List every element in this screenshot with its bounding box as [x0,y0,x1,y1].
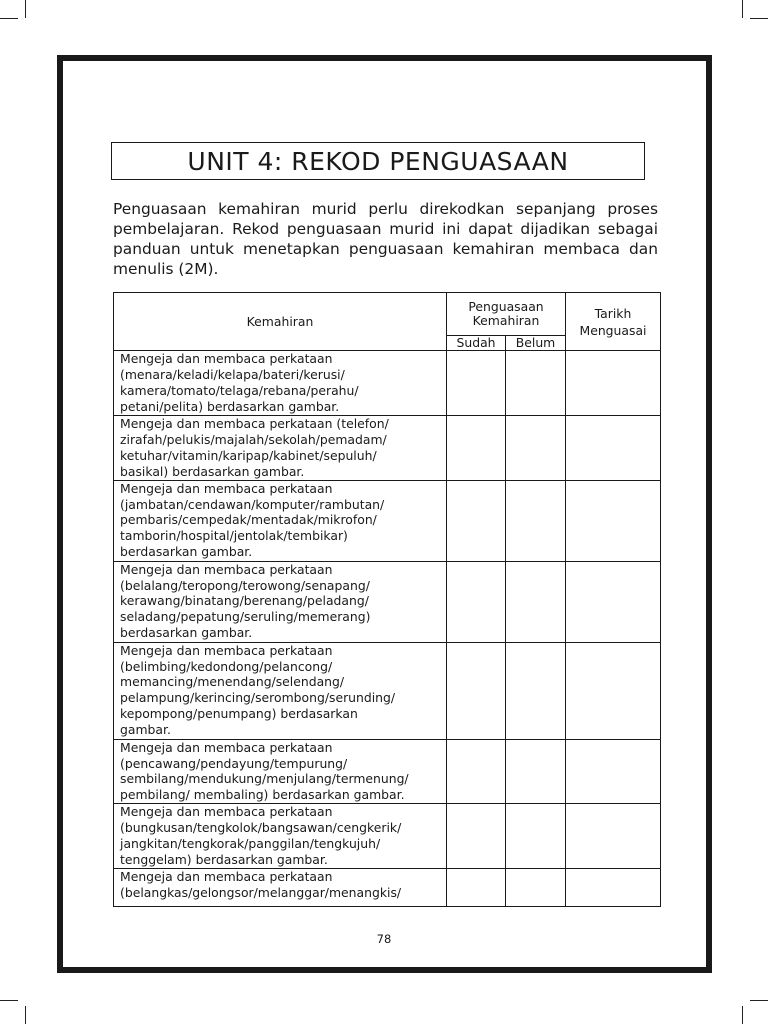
skill-line: kerawang/binatang/berenang/peladang/ [120,593,369,609]
skill-line: kamera/tomato/telaga/rebana/perahu/ [120,382,359,398]
sudah-cell[interactable] [447,351,506,416]
crop-mark [750,1000,768,1001]
tarikh-cell[interactable] [566,561,661,642]
tarikh-cell[interactable] [566,804,661,869]
belum-cell[interactable] [506,804,566,869]
skill-line: (belalang/teropong/terowong/senapang/ [120,577,370,593]
sudah-cell[interactable] [447,416,506,481]
belum-cell[interactable] [506,416,566,481]
skill-line: Mengeja dan membaca perkataan [120,561,333,577]
sudah-cell[interactable] [447,869,506,907]
skill-line: pembilang/ membaling) berdasarkan gambar. [120,787,405,803]
crop-mark [25,0,26,18]
skill-line: zirafah/pelukis/majalah/sekolah/pemadam/ [120,431,387,447]
skill-line: jangkitan/tengkorak/panggilan/tengkujuh/ [120,836,381,852]
belum-cell[interactable] [506,351,566,416]
skill-cell [114,739,447,804]
skill-line: pelampung/kerincing/serombong/serunding/ [120,690,396,706]
skill-line: Mengeja dan membaca perkataan (telefon/ [120,416,389,431]
header-belum: Belum [506,336,566,351]
sudah-cell[interactable] [447,642,506,739]
skill-line: (pencawang/pendayung/tempurung/ [120,755,348,771]
skill-line: berdasarkan gambar. [120,544,253,560]
skill-line: Mengeja dan membaca perkataan [120,804,333,820]
skill-line: ketuhar/vitamin/karipap/kabinet/sepuluh/ [120,447,377,463]
skill-cell [114,804,447,869]
skill-line: basikal) berdasarkan gambar. [120,463,305,479]
skill-cell [114,869,447,907]
skill-cell [114,480,447,561]
belum-cell[interactable] [506,480,566,561]
intro-paragraph: Penguasaan kemahiran murid perlu direkodkan sepanjang proses pembelajaran. Rekod penguasaan murid ini dapat dijadikan sebagai panduan untuk menetapkan penguasaan kemahiran membaca dan menulis (2M). [113,200,658,278]
header-penguasaan-line2: Kemahiran [472,313,540,328]
skill-cell [114,561,447,642]
table-row [114,351,661,416]
mastery-record-table [113,292,661,907]
table-row [114,869,661,907]
skill-line: Mengeja dan membaca perkataan [120,869,333,885]
crop-mark [0,1000,18,1001]
skill-line: berdasarkan gambar. [120,625,253,641]
header-tarikh-line1: Tarikh [594,305,632,321]
skill-line: sembilang/mendukung/menjulang/termenung/ [120,771,409,787]
page-title: UNIT 4: REKOD PENGUASAAN [187,146,569,176]
crop-mark [25,1006,26,1024]
table-row [114,804,661,869]
skill-line: petani/pelita) berdasarkan gambar. [120,398,340,414]
crop-mark [742,0,743,18]
skill-line: kepompong/penumpang) berdasarkan [120,706,358,722]
table-row [114,642,661,739]
belum-cell[interactable] [506,739,566,804]
skill-line: seladang/pepatung/seruling/memerang) [120,609,371,625]
skill-line: (belimbing/kedondong/pelancong/ [120,658,333,674]
tarikh-cell[interactable] [566,739,661,804]
sudah-cell[interactable] [447,561,506,642]
crop-mark [0,18,18,19]
table-row [114,480,661,561]
tarikh-cell[interactable] [566,351,661,416]
header-tarikh-line2: Menguasai [579,322,647,338]
sudah-cell[interactable] [447,804,506,869]
table-row [114,739,661,804]
table-row [114,561,661,642]
header-tarikh [566,293,661,351]
header-penguasaan [447,293,566,336]
skill-line: memancing/menendang/selendang/ [120,674,345,690]
skill-cell [114,351,447,416]
tarikh-cell[interactable] [566,416,661,481]
skill-line: Mengeja dan membaca perkataan [120,642,333,658]
table-row [114,416,661,481]
header-penguasaan-line1: Penguasaan [468,299,544,314]
page-number: 78 [376,932,392,946]
header-sudah: Sudah [447,336,506,351]
tarikh-cell[interactable] [566,642,661,739]
header-kemahiran: Kemahiran [114,293,447,351]
skill-cell [114,416,447,481]
crop-mark [742,1006,743,1024]
skill-line: Mengeja dan membaca perkataan [120,739,333,755]
tarikh-cell[interactable] [566,480,661,561]
skill-line: Mengeja dan membaca perkataan [120,480,333,496]
skill-cell [114,642,447,739]
skill-line: tenggelam) berdasarkan gambar. [120,851,328,867]
belum-cell[interactable] [506,642,566,739]
skill-line: gambar. [120,722,171,738]
skill-line: tamborin/hospital/jentolak/tembikar) [120,528,348,544]
skill-line: (jambatan/cendawan/komputer/rambutan/ [120,496,385,512]
sudah-cell[interactable] [447,480,506,561]
skill-line: (bungkusan/tengkolok/bangsawan/cengkerik/ [120,820,402,836]
skill-line: Mengeja dan membaca perkataan [120,351,333,366]
table-body [114,351,661,907]
belum-cell[interactable] [506,869,566,907]
skill-line: pembaris/cempedak/mentadak/mikrofon/ [120,512,377,528]
unit-title-box [111,142,645,180]
belum-cell[interactable] [506,561,566,642]
sudah-cell[interactable] [447,739,506,804]
tarikh-cell[interactable] [566,869,661,907]
skill-line: (menara/keladi/kelapa/bateri/kerusi/ [120,366,345,382]
skill-line: (belangkas/gelongsor/melanggar/menangkis/ [120,885,402,901]
crop-mark [750,18,768,19]
